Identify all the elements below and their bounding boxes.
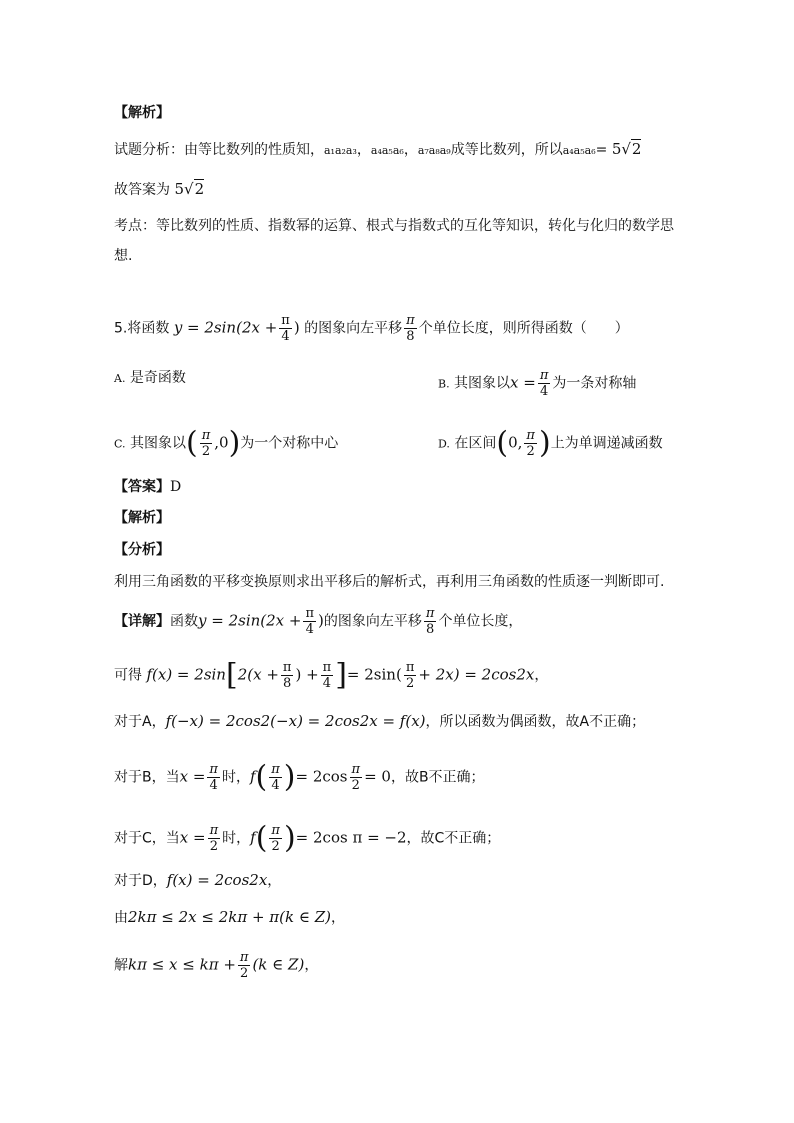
question-prefix: 5.将函数 [114,320,170,337]
dui-d-line [114,870,281,891]
option-a[interactable] [114,368,186,389]
five-root-two: 5√2 [174,180,205,198]
kaodian-line-2: 想. [114,248,133,264]
zero: ,0 [214,433,229,452]
dui-b-pre: 对于B，当 [114,769,180,786]
dui-c-pre: 对于C，当 [114,830,180,847]
fraction-pi-4 [207,762,220,793]
numerator: π [539,368,549,383]
numerator: π [201,428,211,443]
eq: = 2cos [295,767,348,786]
denominator: 4 [539,384,549,399]
jie-post: ， [304,957,319,974]
denominator: 8 [426,622,435,637]
numerator: π [305,606,315,621]
detail-post: 个单位长度， [438,613,523,630]
paren-right: ) [228,425,241,461]
detail-label: 【详解】 [114,613,170,630]
fraction-pi-8 [281,660,294,691]
keyi-pre: 可得 [114,667,142,684]
option-a-text: 是奇函数 [129,370,186,386]
func-expr: y = 2sin(2x + [198,611,302,630]
numerator: π [406,313,415,328]
func-expr: y = 2sin(2x + [173,318,278,337]
option-d-post: 上为单调递减函数 [550,435,663,452]
bracket-left: [ [225,657,238,693]
fraction-pi-2 [238,950,251,981]
numerator: π [239,950,249,965]
denominator: 2 [526,444,535,459]
answer-line-text: 故答案为 [114,182,170,198]
fraction-pi-2 [269,823,282,854]
option-b-label: B. [438,377,450,391]
sep: ， [403,142,418,158]
fraction-pi-8 [404,313,417,344]
dui-b-mid: 时， [221,769,250,786]
denominator: 4 [322,676,332,691]
answer-row [114,477,181,497]
numerator: π [282,660,292,675]
fraction-pi-2 [200,428,213,459]
tail: + 2x) = 2cos2x [418,665,535,684]
fraction-pi-4 [538,368,551,399]
seq-a4a5a6-b: a₄a₅a₆ [562,144,596,157]
denominator: 8 [283,676,292,691]
dui-d-math: f(x) = 2cos2x [166,871,268,889]
radicand: 2 [631,140,642,158]
option-b-pre: 其图象以 [454,375,511,392]
jie-line [114,950,318,981]
denominator: 2 [271,839,280,854]
dui-b-line [114,759,485,795]
inner-a: 2(x + [237,665,279,684]
dui-c-post: ，故C不正确； [406,830,501,847]
radicand: 2 [194,180,205,198]
fraction-pi-2 [208,823,221,854]
question-mid: 的图象向左平移 [304,320,403,337]
eq: = 2cos π = −2 [295,828,407,847]
denominator: 2 [201,444,211,459]
numerator: π [271,823,280,838]
numerator: π [425,606,435,621]
jie-math-a: kπ ≤ x ≤ kπ + [128,955,236,974]
you-post: ， [331,910,346,926]
analysis-text-b: 成等比数列，所以 [450,142,563,158]
option-b[interactable] [438,368,636,399]
numerator: π [351,762,361,777]
seq-a4a5a6: a₄a₅a₆ [370,144,404,157]
paren-left: ( [255,759,268,795]
fraction-pi-2 [350,762,363,793]
numerator: π [271,762,280,777]
sep: ， [356,142,371,158]
x-equals: x = [179,767,206,786]
numerator: π [322,660,332,675]
dui-a-pre: 对于A， [114,714,166,730]
detail-line [114,606,522,637]
f-symbol: f [249,767,256,786]
paren-right: ) [283,759,296,795]
option-b-post: 为一条对称轴 [552,375,637,392]
heading-jiexi-1: 【解析】 [114,105,170,121]
paren-left: ( [185,425,198,461]
paren: ) [293,318,300,337]
option-c-post: 为一个对称中心 [240,435,339,452]
keyi-line [114,657,549,693]
option-c-label: C. [114,437,126,451]
heading-jiexi-2: 【解析】 [114,510,170,526]
paren-left: ( [255,820,268,856]
option-d-label: D. [438,437,450,451]
denominator: 2 [405,676,415,691]
kaodian-line-1: 考点：等比数列的性质、指数幂的运算、根式与指数式的互化等知识，转化与化归的数学思 [114,218,674,234]
f-expr: f(x) = 2sin [146,665,226,684]
fraction-pi-4 [321,660,334,691]
coef: 5 [611,140,622,158]
inner-b: ) + [295,665,319,684]
option-c[interactable] [114,425,339,461]
dui-a-math: f(−x) = 2cos2(−x) = 2cos2x = f(x) [165,712,426,730]
numerator: π [526,428,535,443]
seq-a1a2a3: a₁a₂a₃ [324,144,357,157]
x-equals: x = [179,828,206,847]
jie-pre: 解 [114,957,128,974]
dui-b-post: ，故B不正确； [390,769,485,786]
denominator: 8 [406,329,415,344]
detail-pre: 函数 [170,613,198,630]
option-c-pre: 其图象以 [129,435,186,452]
after: = 2sin( [346,665,402,684]
dui-c-mid: 时， [222,830,251,847]
paren-right: ) [283,820,296,856]
dui-d-post: ， [267,873,282,889]
option-d[interactable] [438,425,663,461]
analysis-text-a: 试题分析：由等比数列的性质知， [114,142,324,158]
answer-line [114,179,204,200]
jie-math-b: (k ∈ Z) [252,955,305,974]
numerator: π [405,660,415,675]
dui-a-line [114,711,645,732]
answer-label: 【答案】 [114,479,170,495]
fraction-pi-4 [269,762,282,793]
option-d-pre: 在区间 [454,435,497,452]
denominator: 2 [209,839,218,854]
coef: 5 [174,180,184,198]
denominator: 4 [209,778,218,793]
numerator: π [209,823,219,838]
zero: 0, [508,433,523,452]
equals: = [595,142,608,158]
fraction-pi-4 [303,606,316,637]
numerator: π [209,762,218,777]
fraction-pi-2 [524,428,537,459]
analysis-line [114,139,641,161]
detail-mid: 的图象向左平移 [323,613,422,630]
bracket-right: ] [335,657,347,693]
fenxi-text: 利用三角函数的平移变换原则求出平移后的解析式，再利用三角函数的性质逐一判断即可. [114,574,665,590]
x-equals: x = [510,373,536,392]
you-line [114,907,345,928]
result: = 0 [364,767,391,786]
fraction-pi-2 [404,660,417,691]
denominator: 2 [240,966,249,981]
you-pre: 由 [114,910,128,926]
fraction-pi-8 [424,606,437,637]
seq-a7a8a9: a₇a₈a₉ [417,144,451,157]
five-root-two: 5√2 [611,140,642,158]
question-5 [114,313,629,344]
question-suffix: 个单位长度，则所得函数（ ） [418,320,629,337]
dui-a-post: ，所以函数为偶函数，故A不正确； [425,714,646,730]
denominator: 4 [271,778,280,793]
paren-right: ) [538,425,551,461]
numerator: π [281,313,290,328]
fraction-pi-4 [279,313,292,344]
denominator: 2 [351,778,360,793]
denominator: 4 [281,329,290,344]
dui-d-pre: 对于D， [114,873,167,889]
answer-value: D [170,479,182,495]
end-punct: ， [534,667,549,684]
f-symbol: f [250,828,256,847]
you-math: 2kπ ≤ 2x ≤ 2kπ + π(k ∈ Z) [128,908,332,926]
heading-fenxi: 【分析】 [114,542,170,558]
option-a-label: A. [114,372,126,385]
paren-left: ( [496,425,509,461]
dui-c-line [114,820,501,856]
denominator: 4 [305,622,314,637]
paren: ) [318,611,324,630]
